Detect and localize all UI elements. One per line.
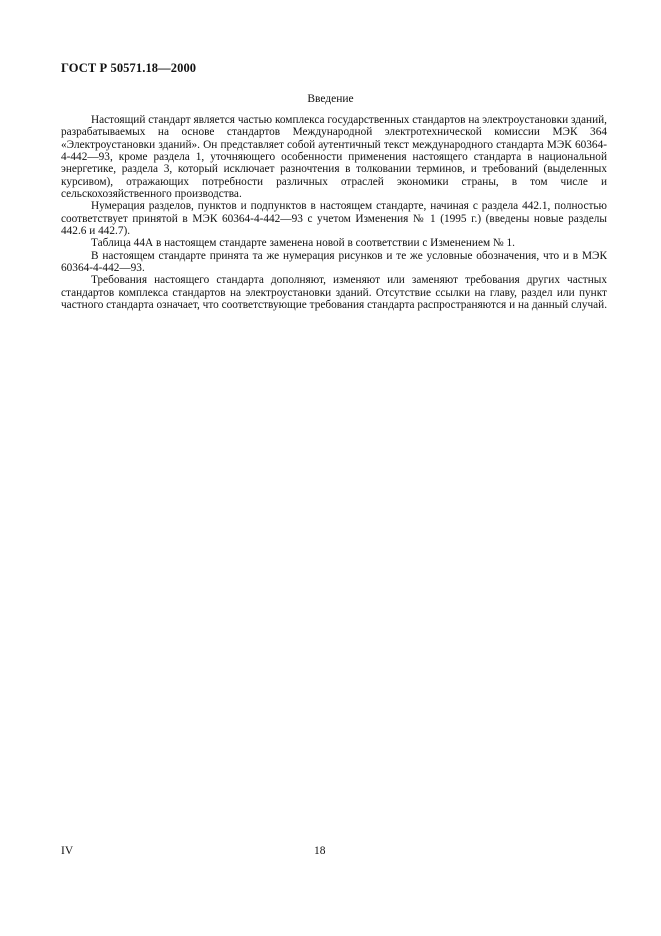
section-title: Введение xyxy=(307,93,354,105)
paragraph: В настоящем стандарте принята та же нумерация рисунков и те же условные обозначения, что и в МЭК 60364-4-442—93. xyxy=(61,249,607,275)
document-number-header: ГОСТ Р 50571.18—2000 xyxy=(61,61,197,75)
introduction-body xyxy=(61,114,607,312)
page-number: 18 xyxy=(314,845,326,857)
paragraph: Требования настоящего стандарта дополняют, изменяют или заменяют требования других частных стандартов комплекса стандартов на электроустановки зданий. Отсутствие ссылки на главу, раздел или пункт частного стандарта означает, что соответствующие требования стандарта распространяются и на данный случай. xyxy=(61,274,608,312)
roman-page-number: IV xyxy=(61,845,74,857)
paragraph: Таблица 44А в настоящем стандарте заменена новой в соответствии с Изменением № 1. xyxy=(91,237,516,250)
paragraph: Настоящий стандарт является частью комплекса государственных стандартов на электроустановки зданий, разрабатываемых на основе стандартов Международной электротехнической комиссии МЭК 364 «Электроустановки зданий». Он представляет собой аутентичный текст международного стандарта МЭК 60364-4-442—93, кроме раздела 1, уточняющего особенности применения настоящего стандарта в национальной энергетике, раздела 3, который исключает разночтения в толковании терминов, и требований (выделенных курсивом), отражающих потребности различных отраслей экономики страны, в том числе и сельскохозяйственного производства. xyxy=(61,114,607,201)
paragraph: Нумерация разделов, пунктов и подпунктов в настоящем стандарте, начиная с раздела 442.1, полностью соответствует принятой в МЭК 60364-4-442—93 с учетом Изменения № 1 (1995 г.) (введены новые разделы 442.6 и 442.7). xyxy=(61,200,607,238)
